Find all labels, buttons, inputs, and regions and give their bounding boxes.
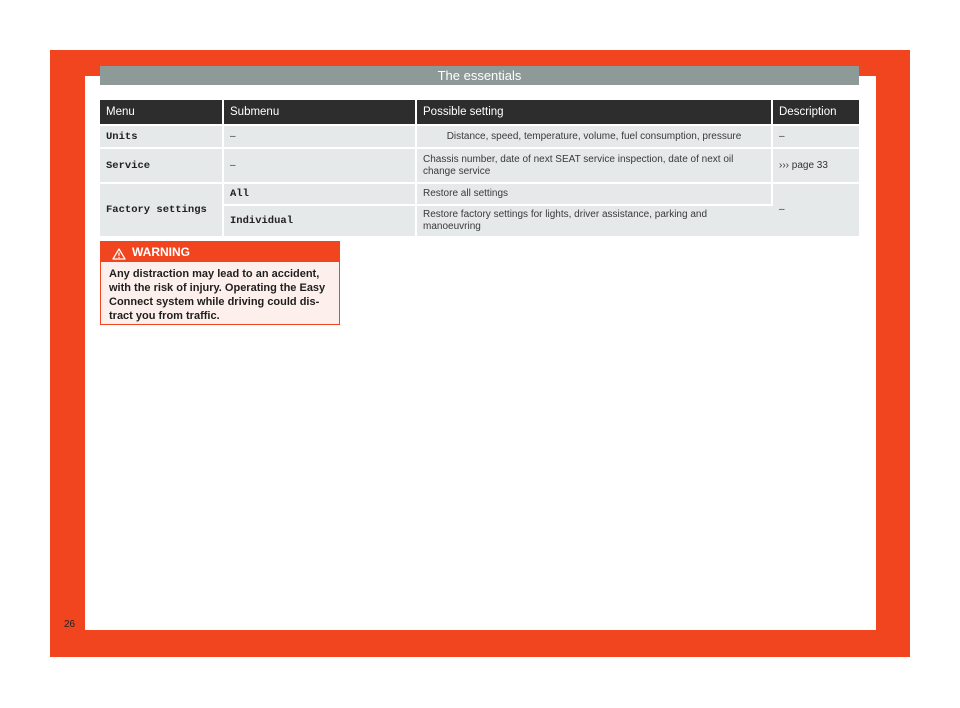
header-menu: Menu	[100, 100, 223, 125]
header-submenu: Submenu	[223, 100, 416, 125]
warning-triangle-icon	[112, 246, 126, 258]
page-number: 26	[64, 619, 76, 630]
submenu-cell: All	[223, 183, 416, 205]
warning-text: Any distraction may lead to an accident, with the risk of injury. Operating the Easy Connect system while driving could dis-tract you from traffic.	[109, 268, 326, 322]
settings-table	[100, 100, 859, 236]
menu-cell: Units	[100, 125, 223, 148]
setting-cell: Restore all settings	[416, 183, 772, 205]
submenu-cell: Individual	[223, 205, 416, 236]
menu-cell: Factory settings	[100, 183, 223, 236]
description-cell: –	[772, 125, 859, 148]
header-description: Description	[772, 100, 859, 125]
warning-title: WARNING	[132, 245, 190, 259]
table-row	[100, 148, 859, 183]
section-title: The essentials	[100, 66, 859, 85]
warning-box	[100, 241, 340, 325]
header-possible-setting: Possible setting	[416, 100, 772, 125]
description-cell: –	[772, 183, 859, 236]
setting-cell: Restore factory settings for lights, driver assistance, parking and manoeuvring	[416, 205, 772, 236]
menu-cell: Service	[100, 148, 223, 183]
warning-header	[101, 242, 339, 262]
setting-cell: Chassis number, date of next SEAT service inspection, date of next oil change service	[416, 148, 772, 183]
table-row	[100, 183, 859, 205]
submenu-cell: –	[223, 125, 416, 148]
submenu-cell: –	[223, 148, 416, 183]
setting-cell: Distance, speed, temperature, volume, fuel consumption, pressure	[416, 125, 772, 148]
table-header-row	[100, 100, 859, 125]
table-row	[100, 125, 859, 148]
page-reference-link[interactable]: ››› page 33	[772, 148, 859, 183]
